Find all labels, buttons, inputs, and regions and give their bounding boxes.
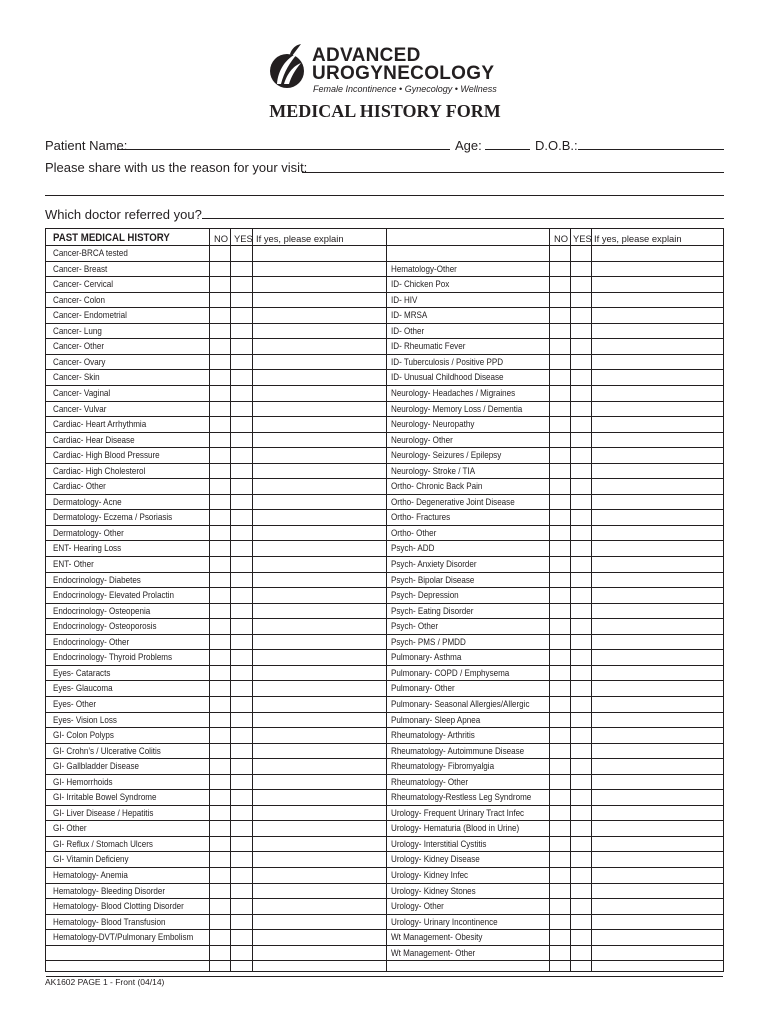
table-row-divider [46,385,723,386]
right-condition-label: Urology- Interstitial Cystitis [391,837,487,849]
reason-label: Please share with us the reason for your visit: [45,160,308,175]
left-condition-label: Endocrinology- Elevated Prolactin [53,589,175,601]
left-no-header: NO [214,233,229,244]
left-condition-label: GI- Vitamin Deficieny [53,853,129,865]
right-condition-label: Ortho- Chronic Back Pain [391,480,483,492]
left-condition-label: Hematology-DVT/Pulmonary Embolism [53,931,194,943]
right-condition-label: Neurology- Other [391,433,453,445]
right-condition-label: Urology- Urinary Incontinence [391,915,498,927]
table-row-divider [46,323,723,324]
left-condition-label: Cardiac- High Blood Pressure [53,449,160,461]
table-row-divider [46,556,723,557]
table-row-divider [46,945,723,946]
right-condition-label: Neurology- Memory Loss / Dementia [391,402,523,414]
table-column-divider [549,229,550,971]
right-condition-label: Ortho- Other [391,526,437,538]
age-field[interactable] [485,149,530,150]
left-condition-label: Dermatology- Eczema / Psoriasis [53,511,173,523]
left-condition-label: Dermatology- Other [53,526,124,538]
left-explain-header: If yes, please explain [256,233,344,244]
table-row-divider [46,261,723,262]
table-row-divider [46,665,723,666]
left-condition-label: Endocrinology- Thyroid Problems [53,651,173,663]
table-row-divider [46,712,723,713]
right-condition-label: ID- Unusual Childhood Disease [391,371,504,383]
left-condition-label: Endocrinology- Osteopenia [53,604,151,616]
right-condition-label: Urology- Kidney Stones [391,884,476,896]
table-row-divider [46,540,723,541]
left-condition-label: Endocrinology- Other [53,635,130,647]
right-yes-header: YES [573,233,592,244]
left-condition-label: Eyes- Vision Loss [53,713,117,725]
table-row-divider [46,463,723,464]
right-condition-label: Psych- ADD [391,542,435,554]
table-row-divider [46,820,723,821]
table-row-divider [46,680,723,681]
left-condition-label: Cancer- Colon [53,293,105,305]
right-condition-label: Psych- Bipolar Disease [391,573,475,585]
right-condition-label: Psych- PMS / PMDD [391,635,466,647]
left-yes-header: YES [234,233,253,244]
right-condition-label: ID- Other [391,324,425,336]
table-row-divider [46,494,723,495]
right-condition-label: Urology- Other [391,900,444,912]
right-condition-label: Pulmonary- Asthma [391,651,462,663]
right-condition-label: Neurology- Neuropathy [391,418,475,430]
table-column-divider [252,229,253,971]
right-explain-header: If yes, please explain [594,233,682,244]
referred-label: Which doctor referred you? [45,207,202,222]
table-row-divider [46,416,723,417]
reason-field[interactable] [302,172,724,173]
left-condition-label: Cancer- Other [53,340,105,352]
dob-label: D.O.B.: [535,138,578,153]
right-condition-label: Wt Management- Obesity [391,931,483,943]
table-column-divider [209,229,210,971]
left-condition-label: GI- Reflux / Stomach Ulcers [53,837,153,849]
logo-text-line1: ADVANCED [312,45,421,66]
table-row-divider [46,525,723,526]
logo-tagline: Female Incontinence • Gynecology • Wellness [313,84,497,94]
left-condition-label: Cancer- Vulvar [53,402,107,414]
patient-name-label: Patient Name: [45,138,128,153]
right-condition-label: Urology- Kidney Disease [391,853,480,865]
right-condition-label: Neurology- Headaches / Migraines [391,386,516,398]
left-condition-label: Eyes- Other [53,697,97,709]
left-condition-label: Cardiac- Heart Arrhythmia [53,418,147,430]
table-column-divider [386,229,387,971]
table-row-divider [46,245,723,246]
left-condition-label: GI- Other [53,822,87,834]
right-condition-label: Hematology-Other [391,262,457,274]
left-condition-label: Cancer- Skin [53,371,100,383]
referred-field[interactable] [202,218,724,219]
left-condition-label: GI- Liver Disease / Hepatitis [53,806,154,818]
table-row-divider [46,851,723,852]
table-row-divider [46,292,723,293]
right-condition-label: Ortho- Fractures [391,511,451,523]
age-label: Age: [455,138,482,153]
right-condition-label: Urology- Kidney Infec [391,869,469,880]
left-condition-label: Cardiac- High Cholesterol [53,464,146,476]
right-condition-label: ID- HIV [391,293,418,305]
right-condition-label: Wt Management- Other [391,946,476,958]
left-condition-label: Hematology- Blood Transfusion [53,915,166,927]
left-condition-label: Cancer- Vaginal [53,386,111,398]
left-condition-label: Eyes- Glaucoma [53,682,113,694]
left-condition-label: GI- Hemorrhoids [53,775,113,787]
right-condition-label: Neurology- Stroke / TIA [391,464,476,476]
right-condition-label: Psych- Anxiety Disorder [391,558,477,569]
left-condition-label: Cancer- Endometrial [53,309,127,321]
right-condition-label: ID- Rheumatic Fever [391,340,466,352]
form-footer-code: AK1602 PAGE 1 - Front (04/14) [45,977,165,987]
table-row-divider [46,369,723,370]
right-condition-label: ID- Tuberculosis / Positive PPD [391,355,504,367]
right-condition-label: Psych- Eating Disorder [391,604,474,616]
table-row-divider [46,774,723,775]
table-row-divider [46,727,723,728]
leaf-logo-icon [268,44,308,98]
table-row-divider [46,354,723,355]
table-row-divider [46,432,723,433]
left-condition-label: Eyes- Cataracts [53,666,111,678]
left-condition-label: Hematology- Blood Clotting Disorder [53,900,184,912]
left-condition-label: Cancer- Cervical [53,278,114,290]
right-condition-label: Urology- Frequent Urinary Tract Infec [391,806,525,818]
left-condition-label: Cardiac- Other [53,480,106,492]
medical-history-table [45,228,724,972]
reason-field-line2[interactable] [45,195,724,196]
right-condition-label: Pulmonary- COPD / Emphysema [391,666,510,678]
table-row-divider [46,338,723,339]
right-condition-label: Pulmonary- Sleep Apnea [391,713,481,725]
left-condition-label: Cancer-BRCA tested [53,247,128,258]
right-condition-label: Rheumatology-Restless Leg Syndrome [391,791,532,803]
right-condition-label: Ortho- Degenerative Joint Disease [391,495,515,507]
table-column-divider [570,229,571,971]
left-condition-label: GI- Colon Polyps [53,729,114,741]
right-condition-label: Pulmonary- Seasonal Allergies/Allergic [391,697,530,709]
table-row-divider [46,401,723,402]
patient-name-field[interactable] [117,149,450,150]
dob-field[interactable] [578,149,724,150]
past-medical-history-header: PAST MEDICAL HISTORY [53,232,170,244]
brand-logo [268,44,508,98]
right-condition-label: Rheumatology- Other [391,775,469,787]
left-condition-label: Cancer- Breast [53,262,108,274]
left-condition-label: ENT- Hearing Loss [53,542,122,554]
left-condition-label: Hematology- Bleeding Disorder [53,884,166,896]
left-condition-label: Cancer- Lung [53,324,102,336]
right-condition-label: Rheumatology- Arthritis [391,729,475,741]
form-title: MEDICAL HISTORY FORM [269,101,501,121]
right-condition-label: Psych- Other [391,620,439,632]
right-condition-label: ID- MRSA [391,309,428,321]
table-row-divider [46,867,723,868]
logo-text-line2: UROGYNECOLOGY [312,63,495,84]
right-condition-label: Neurology- Seizures / Epilepsy [391,449,502,461]
left-condition-label: GI- Irritable Bowel Syndrome [53,791,157,803]
table-row-divider [46,634,723,635]
left-condition-label: Endocrinology- Diabetes [53,573,141,585]
table-column-divider [230,229,231,971]
right-no-header: NO [554,233,569,244]
left-condition-label: GI- Crohn’s / Ulcerative Colitis [53,744,161,756]
table-row-divider [46,307,723,308]
right-condition-label: Rheumatology- Fibromyalgia [391,760,495,772]
left-condition-label: ENT- Other [53,558,94,569]
table-row-divider [46,758,723,759]
right-condition-label: Rheumatology- Autoimmune Disease [391,744,525,756]
table-row-divider [46,276,723,277]
right-condition-label: Urology- Hematuria (Blood in Urine) [391,822,520,834]
table-row-divider [46,478,723,479]
left-condition-label: Dermatology- Acne [53,495,122,507]
left-condition-label: GI- Gallbladder Disease [53,760,140,772]
right-condition-label: Pulmonary- Other [391,682,455,694]
right-condition-label: Psych- Depression [391,589,459,601]
table-row-divider [46,960,723,961]
table-row-divider [46,696,723,697]
left-condition-label: Hematology- Anemia [53,869,128,880]
table-column-divider [591,229,592,971]
left-condition-label: Cancer- Ovary [53,355,106,367]
right-condition-label: ID- Chicken Pox [391,278,450,290]
left-condition-label: Endocrinology- Osteoporosis [53,620,157,632]
left-condition-label: Cardiac- Hear Disease [53,433,135,445]
table-row-divider [46,572,723,573]
